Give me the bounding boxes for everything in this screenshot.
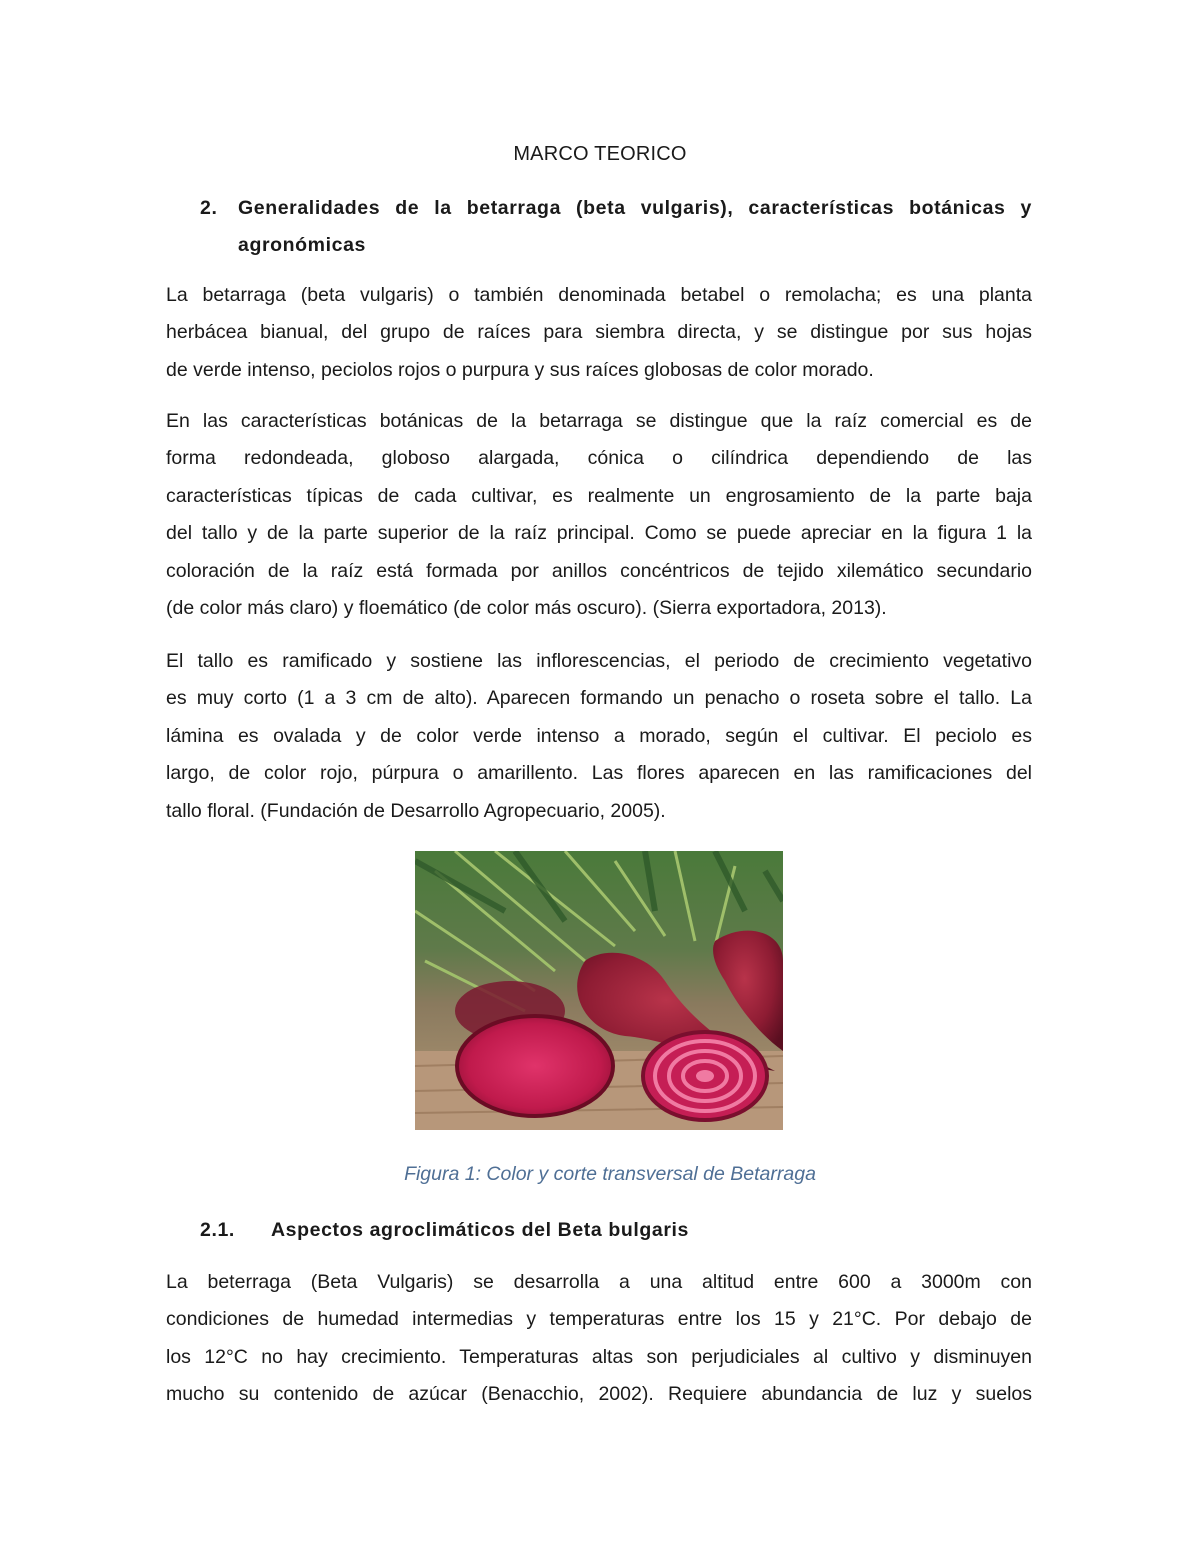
paragraph-2 <box>166 403 1032 627</box>
beetroot-figure-image <box>415 851 783 1130</box>
page-title: MARCO TEORICO <box>513 143 687 165</box>
section-2-heading <box>166 190 1032 264</box>
paragraph-line: En las características botánicas de la betarraga se distingue que la raíz comercial es de <box>166 410 1032 432</box>
paragraph-line: largo, de color rojo, púrpura o amarillento. Las flores aparecen en las ramificaciones del <box>166 762 1032 785</box>
paragraph-1 <box>166 277 1032 389</box>
paragraph-line: tallo floral. (Fundación de Desarrollo Agropecuario, 2005). <box>166 799 666 822</box>
paragraph-line: condiciones de humedad intermedias y temperaturas entre los 15 y 21°C. Por debajo de <box>166 1308 1032 1331</box>
paragraph-line: (de color más claro) y floemático (de color más oscuro). (Sierra exportadora, 2013). <box>166 597 887 620</box>
paragraph-line: mucho su contenido de azúcar (Benacchio, 2002). Requiere abundancia de luz y suelos <box>166 1383 1032 1406</box>
paragraph-line: características típicas de cada cultivar, es realmente un engrosamiento de la parte baja <box>166 484 1032 507</box>
section-2-1-heading <box>200 1216 900 1244</box>
paragraph-line: El tallo es ramificado y sostiene las inflorescencias, el periodo de crecimiento vegetativo <box>166 650 1032 672</box>
paragraph-line: herbácea bianual, del grupo de raíces para siembra directa, y se distingue por sus hojas <box>166 321 1032 344</box>
paragraph-4 <box>166 1264 1032 1414</box>
paragraph-line: La betarraga (beta vulgaris) o también denominada betabel o remolacha; es una planta <box>166 284 1032 306</box>
paragraph-line: los 12°C no hay crecimiento. Temperaturas altas son perjudiciales al cultivo y disminuyen <box>166 1345 1032 1368</box>
paragraph-line: coloración de la raíz está formada por anillos concéntricos de tejido xilemático secundario <box>166 559 1032 582</box>
paragraph-line: forma redondeada, globoso alargada, cónica o cilíndrica dependiendo de las <box>166 447 1032 470</box>
section-2-1-title: Aspectos agroclimáticos del Beta bulgaris <box>271 1219 689 1241</box>
figure-caption: Figura 1: Color y corte transversal de Betarraga <box>404 1163 816 1185</box>
section-2-title <box>238 190 1032 264</box>
paragraph-line: es muy corto (1 a 3 cm de alto). Aparecen formando un penacho o roseta sobre el tallo. La <box>166 687 1032 710</box>
section-2-number: 2. <box>200 197 218 219</box>
paragraph-line: de verde intenso, peciolos rojos o purpura y sus raíces globosas de color morado. <box>166 358 874 381</box>
paragraph-line: La beterraga (Beta Vulgaris) se desarrolla a una altitud entre 600 a 3000m con <box>166 1271 1032 1293</box>
paragraph-line: del tallo y de la parte superior de la raíz principal. Como se puede apreciar en la figura 1 la <box>166 522 1032 545</box>
section-2-1-number: 2.1. <box>200 1219 235 1241</box>
paragraph-line: lámina es ovalada y de color verde intenso a morado, según el cultivar. El peciolo es <box>166 724 1032 747</box>
paragraph-3 <box>166 643 1032 830</box>
section-2-title-line-2: agronómicas <box>238 234 366 256</box>
section-2-title-line-1: Generalidades de la betarraga (beta vulgaris), características botánicas y <box>238 197 1032 219</box>
